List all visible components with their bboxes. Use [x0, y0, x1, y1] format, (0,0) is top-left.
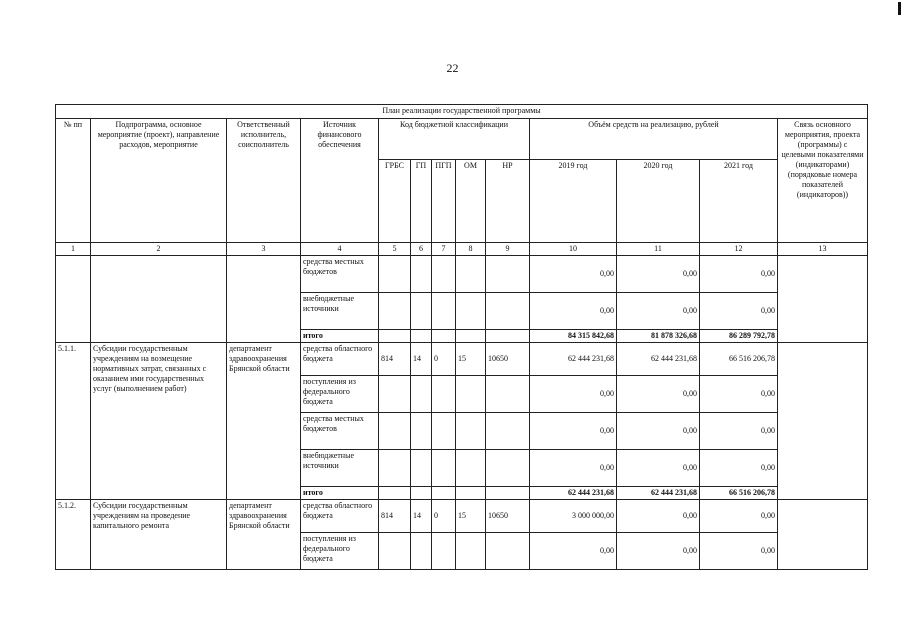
cell-responsible: [227, 256, 301, 343]
cell-2019: 0,00: [530, 413, 617, 450]
table-row: [56, 343, 868, 376]
cell-code: [379, 293, 411, 330]
cell-2021: 86 289 792,78: [700, 330, 778, 343]
cell-code: [456, 256, 486, 293]
table-title: План реализации государственной программы: [56, 105, 868, 119]
cell-nr: 10650: [486, 343, 530, 376]
cell-2020: 0,00: [617, 533, 700, 570]
cell-code: [456, 533, 486, 570]
cell-link: [778, 500, 868, 570]
cell-2021: 0,00: [700, 413, 778, 450]
header-budget-code: Код бюджетной классификации: [379, 119, 530, 160]
cell-code: [411, 376, 432, 413]
cell-code: [486, 256, 530, 293]
header-year-2021: 2021 год: [700, 160, 778, 243]
cell-code: [486, 450, 530, 487]
header-om: ОМ: [456, 160, 486, 243]
cell-2020: 81 878 326,68: [617, 330, 700, 343]
cell-om: 15: [456, 343, 486, 376]
cell-code: [379, 256, 411, 293]
cell-2019: 0,00: [530, 293, 617, 330]
col-number: 2: [91, 243, 227, 256]
cell-2020: 62 444 231,68: [617, 487, 700, 500]
cell-name: Субсидии государственным учреждениям на проведение капитального ремонта: [91, 500, 227, 570]
col-number: 5: [379, 243, 411, 256]
col-number: 12: [700, 243, 778, 256]
cell-source: поступления из федерального бюджета: [301, 533, 379, 570]
cell-code: [456, 376, 486, 413]
header-year-2020: 2020 год: [617, 160, 700, 243]
header-subprogram: Подпрограмма, основное мероприятие (проект), направление расходов, мероприятие: [91, 119, 227, 243]
page-number: 22: [446, 61, 459, 75]
cell-2021: 0,00: [700, 450, 778, 487]
table-row: [56, 256, 868, 293]
cell-code: [432, 487, 456, 500]
cell-code: [411, 293, 432, 330]
cell-code: [456, 413, 486, 450]
cell-code: [432, 256, 456, 293]
cell-num: [56, 256, 91, 343]
cell-2019: 0,00: [530, 256, 617, 293]
header-num: № пп: [56, 119, 91, 243]
cell-grbs: 814: [379, 343, 411, 376]
cell-2019: 84 315 842,68: [530, 330, 617, 343]
cell-2019: 62 444 231,68: [530, 487, 617, 500]
col-number: 13: [778, 243, 868, 256]
col-number: 3: [227, 243, 301, 256]
cell-2020: 0,00: [617, 256, 700, 293]
header-volume: Объём средств на реализацию, рублей: [530, 119, 778, 160]
col-number: 8: [456, 243, 486, 256]
cell-2020: 0,00: [617, 450, 700, 487]
table-row: [56, 500, 868, 533]
cell-gp: 14: [411, 500, 432, 533]
cell-responsible: департамент здравоохранения Брянской области: [227, 500, 301, 570]
cell-code: [456, 450, 486, 487]
cell-code: [432, 330, 456, 343]
cell-code: [486, 413, 530, 450]
cell-code: [379, 376, 411, 413]
cell-code: [432, 413, 456, 450]
cell-gp: 14: [411, 343, 432, 376]
cell-source: средства областного бюджета: [301, 500, 379, 533]
header-gp: ГП: [411, 160, 432, 243]
cell-num: 5.1.1.: [56, 343, 91, 500]
cell-2020: 0,00: [617, 413, 700, 450]
cell-code: [456, 330, 486, 343]
cell-2021: 66 516 206,78: [700, 343, 778, 376]
cell-2021: 0,00: [700, 256, 778, 293]
cell-source: средства областного бюджета: [301, 343, 379, 376]
col-number: 4: [301, 243, 379, 256]
header-grbs: ГРБС: [379, 160, 411, 243]
col-number: 11: [617, 243, 700, 256]
header-source: Источник финансового обеспечения: [301, 119, 379, 243]
cell-link: [778, 343, 868, 500]
cell-2021: 0,00: [700, 293, 778, 330]
header-link: Связь основного мероприятия, проекта (программы) с целевыми показателями (индикаторами) (порядковые номера показателей (индикаторов)): [778, 119, 868, 243]
col-number: 10: [530, 243, 617, 256]
cell-code: [379, 413, 411, 450]
cell-2019: 62 444 231,68: [530, 343, 617, 376]
cell-source: средства местных бюджетов: [301, 256, 379, 293]
cell-code: [486, 376, 530, 413]
cell-code: [411, 256, 432, 293]
cell-code: [411, 330, 432, 343]
cell-grbs: 814: [379, 500, 411, 533]
cell-2020: 0,00: [617, 293, 700, 330]
cell-link: [778, 256, 868, 343]
cell-source: поступления из федерального бюджета: [301, 376, 379, 413]
header-row: [56, 119, 868, 160]
cell-2021: 0,00: [700, 500, 778, 533]
cell-code: [411, 413, 432, 450]
cell-total-label: итого: [301, 330, 379, 343]
table-title-row: [56, 105, 868, 119]
cell-pgp: 0: [432, 343, 456, 376]
cell-code: [432, 293, 456, 330]
cell-2019: 3 000 000,00: [530, 500, 617, 533]
plan-table: [55, 104, 868, 570]
cell-2019: 0,00: [530, 376, 617, 413]
cell-name: Субсидии государственным учреждениям на возмещение нормативных затрат, связанных с оказанием ими государственных услуг (выполнением работ): [91, 343, 227, 500]
cell-2020: 0,00: [617, 500, 700, 533]
header-year-2019: 2019 год: [530, 160, 617, 243]
cell-source: внебюджетные источники: [301, 450, 379, 487]
cell-2020: 0,00: [617, 376, 700, 413]
cell-code: [411, 533, 432, 570]
edge-mark: [898, 2, 901, 15]
col-number: 9: [486, 243, 530, 256]
cell-nr: 10650: [486, 500, 530, 533]
cell-2019: 0,00: [530, 450, 617, 487]
cell-code: [379, 450, 411, 487]
cell-2021: 66 516 206,78: [700, 487, 778, 500]
cell-2019: 0,00: [530, 533, 617, 570]
cell-name: [91, 256, 227, 343]
cell-num: 5.1.2.: [56, 500, 91, 570]
cell-code: [432, 533, 456, 570]
cell-code: [486, 293, 530, 330]
col-number: 1: [56, 243, 91, 256]
col-number: 6: [411, 243, 432, 256]
cell-code: [379, 487, 411, 500]
cell-2021: 0,00: [700, 533, 778, 570]
cell-pgp: 0: [432, 500, 456, 533]
header-nr: НР: [486, 160, 530, 243]
cell-source: внебюджетные источники: [301, 293, 379, 330]
cell-total-label: итого: [301, 487, 379, 500]
cell-om: 15: [456, 500, 486, 533]
column-number-row: [56, 243, 868, 256]
cell-code: [456, 487, 486, 500]
cell-code: [379, 533, 411, 570]
cell-code: [432, 376, 456, 413]
cell-responsible: департамент здравоохранения Брянской области: [227, 343, 301, 500]
header-pgp: ПГП: [432, 160, 456, 243]
cell-code: [456, 293, 486, 330]
col-number: 7: [432, 243, 456, 256]
cell-code: [486, 330, 530, 343]
cell-code: [486, 533, 530, 570]
cell-code: [432, 450, 456, 487]
cell-code: [379, 330, 411, 343]
header-responsible: Ответственный исполнитель, соисполнитель: [227, 119, 301, 243]
cell-code: [411, 450, 432, 487]
cell-code: [411, 487, 432, 500]
cell-code: [486, 487, 530, 500]
cell-2020: 62 444 231,68: [617, 343, 700, 376]
cell-2021: 0,00: [700, 376, 778, 413]
cell-source: средства местных бюджетов: [301, 413, 379, 450]
